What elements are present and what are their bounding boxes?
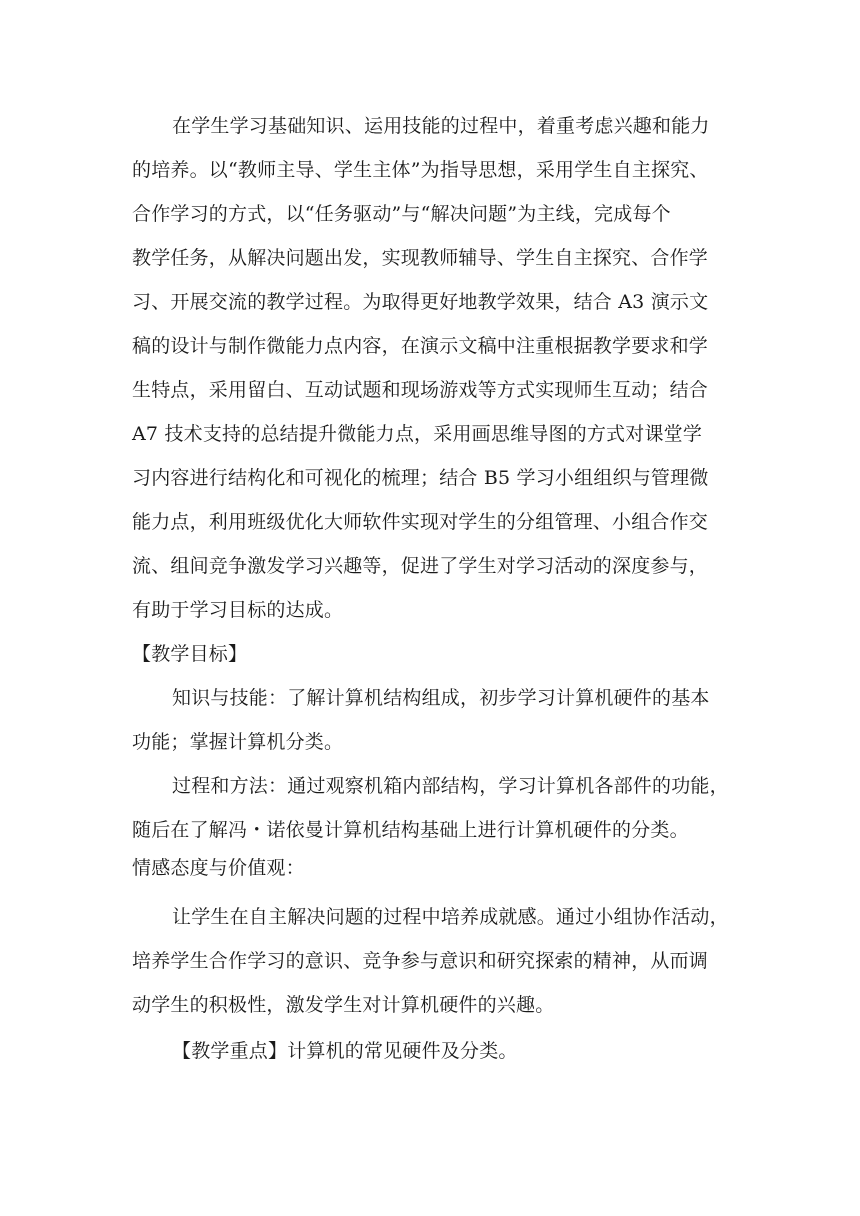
paragraph-line: 生特点，采用留白、互动试题和现场游戏等方式实现师生互动；结合 bbox=[132, 379, 709, 401]
emotion-text-line: 培养学生合作学习的意识、竞争参与意识和研究探索的精神，从而调 bbox=[132, 950, 709, 972]
paragraph-line: 合作学习的方式，以“任务驱动”与“解决问题”为主线，完成每个 bbox=[132, 203, 671, 225]
paragraph-line: 有助于学习目标的达成。 bbox=[132, 599, 344, 621]
emotion-heading: 情感态度与价值观： bbox=[132, 857, 305, 879]
paragraph-line: 流、组间竞争激发学习兴趣等，促进了学生对学习活动的深度参与， bbox=[132, 555, 709, 577]
paragraph-line: 教学任务，从解决问题出发，实现教师辅导、学生自主探究、合作学 bbox=[132, 247, 709, 269]
paragraph-line: 习内容进行结构化和可视化的梳理；结合 B5 学习小组组织与管理微 bbox=[132, 467, 709, 489]
knowledge-skills-line: 知识与技能：了解计算机结构组成，初步学习计算机硬件的基本 bbox=[172, 687, 710, 709]
section-heading-objectives: 【教学目标】 bbox=[132, 643, 248, 665]
paragraph-line: 在学生学习基础知识、运用技能的过程中，着重考虑兴趣和能力 bbox=[172, 115, 710, 137]
process-methods-line: 过程和方法：通过观察机箱内部结构，学习计算机各部件的功能， bbox=[172, 775, 729, 797]
paragraph-line: 能力点，利用班级优化大师软件实现对学生的分组管理、小组合作交 bbox=[132, 511, 709, 533]
emotion-text-line: 动学生的积极性，激发学生对计算机硬件的兴趣。 bbox=[132, 994, 555, 1016]
paragraph-line: 的培养。以“教师主导、学生主体”为指导思想，采用学生自主探究、 bbox=[132, 159, 709, 181]
emotion-text-line: 让学生在自主解决问题的过程中培养成就感。通过小组协作活动， bbox=[172, 906, 729, 928]
knowledge-skills-line: 功能；掌握计算机分类。 bbox=[132, 731, 344, 753]
paragraph-line: 习、开展交流的教学过程。为取得更好地教学效果，结合 A3 演示文 bbox=[132, 291, 709, 313]
paragraph-line: 稿的设计与制作微能力点内容，在演示文稿中注重根据教学要求和学 bbox=[132, 335, 709, 357]
process-methods-line: 随后在了解冯・诺依曼计算机结构基础上进行计算机硬件的分类。 bbox=[132, 819, 689, 841]
key-points-heading: 【教学重点】计算机的常见硬件及分类。 bbox=[172, 1040, 518, 1062]
paragraph-line: A7 技术支持的总结提升微能力点，采用画思维导图的方式对课堂学 bbox=[132, 423, 703, 445]
